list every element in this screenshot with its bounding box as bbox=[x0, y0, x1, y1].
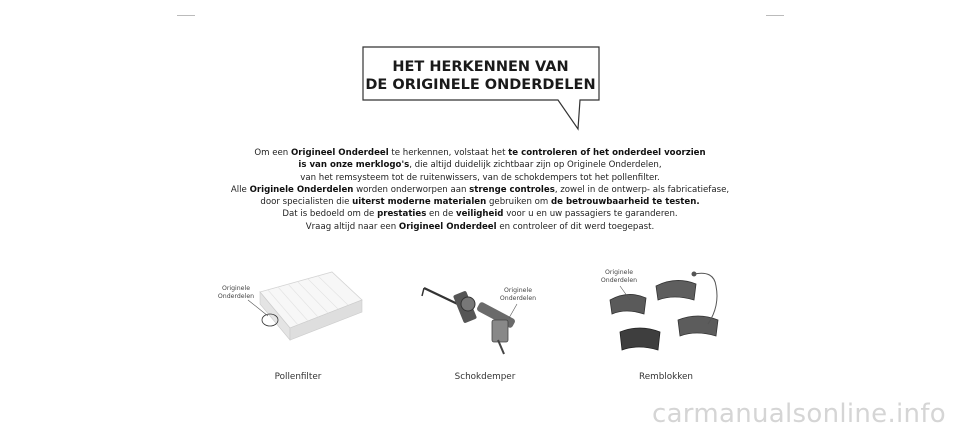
tag-line-2: Onderdelen bbox=[217, 292, 255, 300]
title-line-1: HET HERKENNEN VAN bbox=[392, 59, 569, 75]
brake-pads-tag bbox=[599, 269, 639, 284]
paragraph-line: Dat is bedoeld om de prestaties en de veiligheid voor u en uw passagiers te garanderen. bbox=[282, 209, 678, 220]
caption-remblokken: Remblokken bbox=[639, 372, 693, 382]
pollen-filter-pointer bbox=[246, 298, 276, 322]
paragraph-line: Vraag altijd naar een Origineel Onderdeel en controleer of dit werd toegepast. bbox=[305, 221, 655, 232]
shock-absorber-tag bbox=[498, 287, 538, 302]
paragraph-line: van het remsysteem tot de ruitenwissers, van de schokdempers tot het pollenfilter. bbox=[300, 172, 660, 183]
shock-absorber-pointer bbox=[505, 302, 525, 322]
brake-pads-pointer bbox=[618, 284, 638, 304]
tag-line-1: Originele bbox=[503, 287, 533, 294]
crop-mark-left bbox=[177, 15, 195, 16]
title-callout bbox=[362, 46, 602, 132]
caption-schokdemper: Schokdemper bbox=[454, 372, 516, 382]
title-line-2: DE ORIGINELE ONDERDELEN bbox=[365, 77, 596, 93]
paragraph-line: Alle Originele Onderdelen worden onderworpen aan strenge controles, zowel in de ontwerp- als fabricatiefase, bbox=[230, 184, 730, 195]
intro-paragraph bbox=[180, 147, 780, 233]
tag-line-1: Originele bbox=[221, 285, 251, 292]
crop-mark-right bbox=[766, 15, 784, 16]
page-title bbox=[362, 58, 599, 94]
tag-line-1: Originele bbox=[604, 269, 634, 276]
paragraph-line: door specialisten die uiterst moderne materialen gebruiken om de betrouwbaarheid te testen. bbox=[260, 197, 700, 208]
tag-line-2: Onderdelen bbox=[499, 294, 537, 302]
tag-line-2: Onderdelen bbox=[600, 276, 638, 284]
paragraph-line: is van onze merklogo's, die altijd duidelijk zichtbaar zijn op Originele Onderdelen, bbox=[298, 160, 662, 171]
caption-pollenfilter: Pollenfilter bbox=[274, 372, 322, 382]
paragraph-line: Om een Origineel Onderdeel te herkennen, volstaat het te controleren of het onderdeel voorzien bbox=[254, 148, 706, 158]
watermark-text: carmanualsonline.info bbox=[651, 399, 946, 429]
